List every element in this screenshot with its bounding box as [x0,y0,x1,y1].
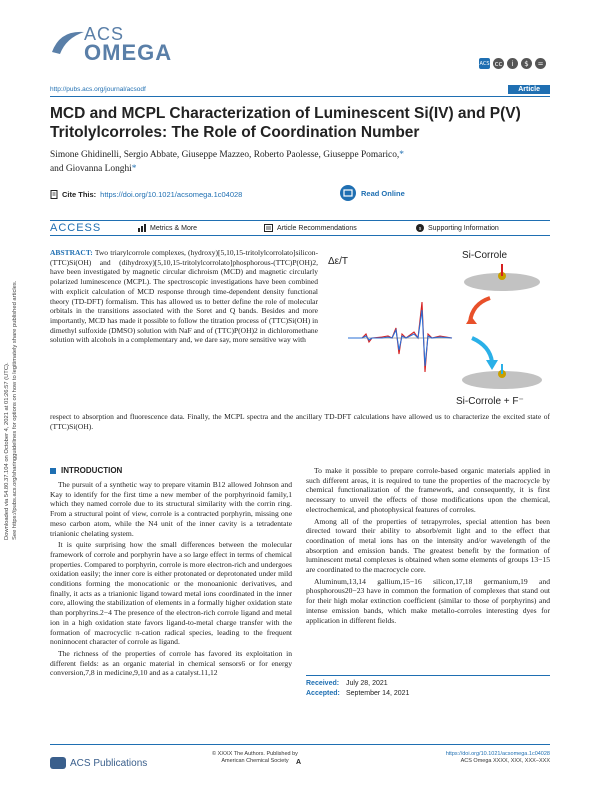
toc-bottom-label: Si-Corrole + F⁻ [456,396,524,407]
intro-paragraph: To make it possible to prepare corrole-based organic materials applied in such different areas, it is required to tune the properties of the macrocycle by chemical functionalization of the framework, and consequently, it is first necessary to unveil the effects of those modifications upon the chemical, electrochemical, and photophysical features of corroles. [306,466,550,514]
license-icons [479,58,546,69]
received-date: July 28, 2021 [346,680,388,687]
read-online-icon [340,185,356,201]
nc-icon[interactable]: $ [521,58,532,69]
side-note-line-2: See https://pubs.acs.org/sharingguidelines for options on how to legitimately share published articles. [12,280,18,540]
toc-spectrum-plot [322,242,550,412]
toc-arrowhead-blue-icon [486,360,498,370]
logo-acs-text: ACS [84,24,125,44]
read-online-label: Read Online [361,188,405,198]
accepted-date: September 14, 2021 [346,690,410,697]
accepted-label: Accepted: [306,690,340,697]
recommendations-label: Article Recommendations [277,224,357,232]
article-title: MCD and MCPL Characterization of Luminescent Si(IV) and P(V) Tritolylcorroles: The Role of Coordination Number [50,105,521,141]
metrics-bar-chart-icon [138,224,146,232]
read-online-button[interactable] [340,185,405,201]
cite-icon [50,190,58,199]
journal-logo [50,22,173,65]
abstract-label: ABSTRACT: [50,248,93,257]
side-note-line-1: Downloaded via 54.80.37.104 on October 4, 2021 at 01:26:57 (UTC). [4,362,10,540]
cite-doi-link[interactable]: https://doi.org/10.1021/acsomega.1c04028 [100,190,243,199]
intro-right-column [306,466,550,627]
acs-open-access-icon[interactable]: ACS [479,58,490,69]
authors-line-2: and Giovanna Longhi [50,164,132,174]
nd-icon[interactable]: = [535,58,546,69]
intro-paragraph: It is quite surprising how the small differences between the molecular framework of corrole and porphyrin have a so large effect in terms of chemical properties. Compared to porphyrin, corrole is more electron-rich and undergoes oxidation easily; the inner core is either protonated or deprotonated under mild conditions forming the monocationic or the monoanionic derivatives, and finally, it acts as a trianionic ligand toward metal ions coordinated in the inner core, allowing the stabilization of elements in a formally higher oxidation state than porphyrins.2−4 The presence of the electron-rich corrole ligand and metal ion in a high oxidation state favors ligand-to-metal charge transfer with the formation of macrocyclic π-cation radical species, leading to the frequent noninnocent character of corrole as ligand. [50,540,292,647]
received-date-row [306,679,550,689]
access-bar [50,220,550,236]
intro-paragraph: The richness of the properties of corrole has favored its exploitation in different fields: as an organic material in chemical sensors6 or for energy conversion,7,8 in medicine,9,10 and as a catalyst.11,12 [50,648,292,678]
access-label: ACCESS [50,222,102,234]
page-footer [50,744,550,774]
supporting-info-icon [416,224,424,232]
metrics-more-button[interactable] [138,224,264,232]
publisher-name: ACS Publications [70,757,148,769]
copyright-notice: © XXXX The Authors. Published by American Chemical Society [212,751,298,764]
cite-this [50,190,242,199]
accepted-date-row [306,689,550,699]
journal-url-bar [50,84,550,94]
supporting-info-label: Supporting Information [428,224,499,232]
toc-molecule-bottom [462,364,542,389]
intro-paragraph: The pursuit of a synthetic way to prepare vitamin B12 allowed Johnson and Kay to identify for the first time a new member of the porphyrinoid family,1 which they named corrole due to its structural similarity with the corrin ring. From a structural point of view, corrole is a contracted porphyrin, missing one meso carbon atom, while the N4 unit of the inner cavity is a tetradentate trianionic chelating system. [50,480,292,538]
toc-arrow-blue-icon [472,338,492,362]
introduction-heading [50,466,122,475]
section-marker-icon [50,468,56,474]
toc-arrow-red-icon [470,298,490,322]
article-type-badge: Article [508,85,550,94]
intro-paragraph: Aluminum,13,14 gallium,15−16 silicon,17,18 germanium,19 and phosphorous20−23 have in common the formation of complexes that stand out for their high molar extinction coefficient (similar to those of porphyrins) and intense emission bands, which make metallo-corroles interesting dyes for application in different fields. [306,576,550,625]
svg-text:s: s [418,226,422,232]
metrics-label: Metrics & More [150,224,198,232]
acs-publications-logo [50,757,147,769]
acs-publications-mark-icon [50,757,66,769]
acs-omega-swoosh-icon [50,28,88,56]
intro-paragraph: Among all of the properties of tetrapyrroles, special attention has been directed toward their ability to absorb/emit light and to the effect that coordination of metal ions has on the intensity and/or wavelength of the absorption and emission bands. The greatest benefit by the formation of luminescent metal complexes is obtained when some elements of groups 13−15 are coordinated to the macrocycle core. [306,516,550,575]
received-label: Received: [306,680,340,687]
abstract-continuation: respect to absorption and fluorescence data. Finally, the MCPL spectra and the ancillary TD-DFT calculations have allowed us to characterize the excited state of (TTC)Si(OH). [50,412,550,431]
by-icon[interactable]: i [507,58,518,69]
abstract-part-1: Two triarylcorrole complexes, (hydroxy)[5,10,15-tritolylcorrolato]silicon-(TTC)Si(OH) and (dihydroxy)[5,10,15-tritolylcorrolato]phosphorous-(TTC)P(OH)2, have been investigated by magnetic circular dichroism (MCD) and magnetic circularly polarized luminescence (MCPL). The spectroscopic investigations have been combined with explicit calculation of MCD response through time-dependent density functional theory (TD-DFT) formalism. This has allowed us to better define the role of molecular orbitals in the transitions associated with the Soret and Q bands. Besides and more importantly, MCD has made it possible to follow the titration process of (TTC)Si(OH) in dimethyl sulfoxide (DMSO) solution with NaF and of (TTC)P(OH)2 in dichloromethane solution with alcohols in a complementary and, we dare say, more sensitive way with [50,248,318,345]
toc-arrowhead-red-icon [466,316,477,324]
authors-line-1: Simone Ghidinelli, Sergio Abbate, Giuseppe Mazzeo, Roberto Paolesse, Giuseppe Pomarico, [50,150,400,160]
toc-y-axis-label: Δε/T [328,256,349,267]
header-rule [50,96,550,97]
toc-graphic [322,242,550,412]
article-dates [306,675,550,699]
author-list [50,148,550,176]
cc-icon[interactable]: cc [494,59,503,68]
recommendations-icon [264,224,273,232]
introduction-heading-text: INTRODUCTION [61,466,123,475]
corresponding-author-star-2[interactable]: * [131,164,137,174]
intro-left-column [50,480,292,680]
logo-omega-text: OMEGA [84,40,173,65]
toc-molecule-top [464,264,540,291]
corresponding-author-star[interactable]: * [399,150,404,160]
toc-top-label: Si-Corrole [462,250,508,261]
article-recommendations-button[interactable] [264,224,416,232]
download-side-note [4,240,26,540]
abstract-text [50,248,318,345]
footer-citation [446,751,550,765]
supporting-information-button[interactable] [416,224,499,232]
journal-url-link[interactable]: http://pubs.acs.org/journal/acsodf [50,85,146,93]
footer-journal-citation: ACS Omega XXXX, XXX, XXX−XXX [460,758,550,764]
cite-label: Cite This: [62,190,97,199]
page-number: A [296,759,302,766]
footer-doi-link[interactable]: https://doi.org/10.1021/acsomega.1c04028 [445,751,550,757]
